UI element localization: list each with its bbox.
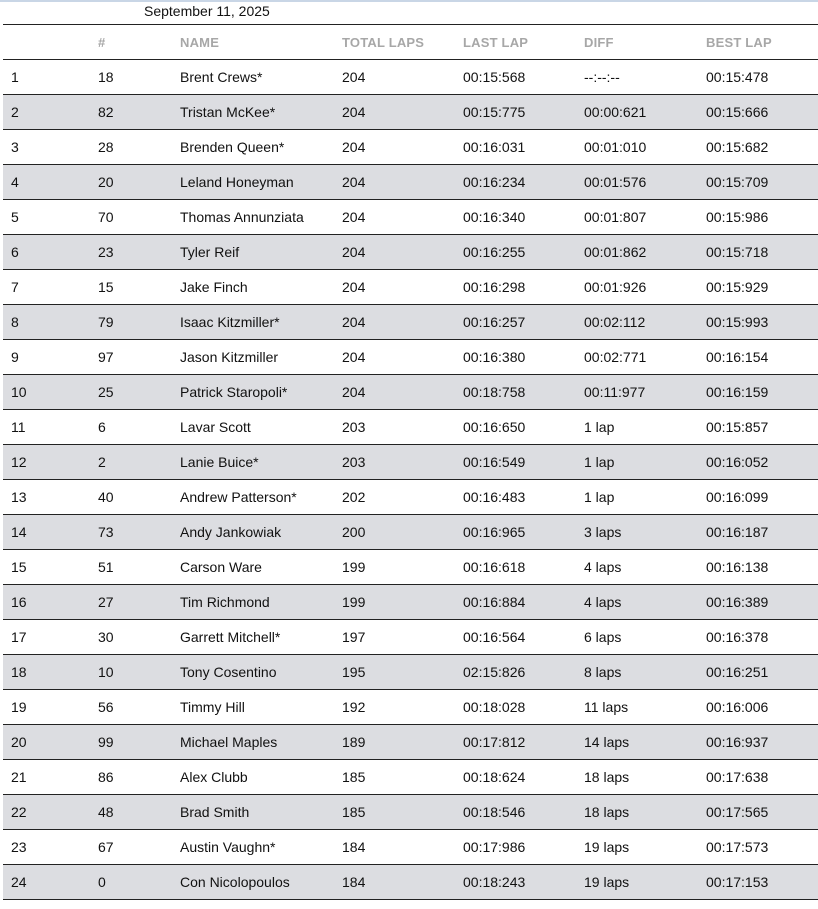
cell-last-lap: 00:15:775	[463, 95, 584, 130]
cell-diff: 1 lap	[584, 445, 706, 480]
col-header-position	[3, 25, 98, 60]
cell-total-laps: 185	[342, 795, 463, 830]
cell-car-number: 73	[98, 515, 180, 550]
cell-total-laps: 203	[342, 445, 463, 480]
cell-diff: 6 laps	[584, 620, 706, 655]
cell-position: 21	[3, 760, 98, 795]
cell-car-number: 20	[98, 165, 180, 200]
cell-last-lap: 00:17:812	[463, 725, 584, 760]
cell-last-lap: 00:15:568	[463, 60, 584, 95]
cell-diff: 00:02:112	[584, 305, 706, 340]
cell-total-laps: 204	[342, 130, 463, 165]
cell-driver-name: Brad Smith	[180, 795, 342, 830]
cell-total-laps: 185	[342, 760, 463, 795]
table-row	[3, 620, 818, 655]
cell-position: 12	[3, 445, 98, 480]
cell-diff: 1 lap	[584, 480, 706, 515]
table-row	[3, 480, 818, 515]
cell-diff: 11 laps	[584, 690, 706, 725]
cell-driver-name: Lanie Buice*	[180, 445, 342, 480]
cell-car-number: 99	[98, 725, 180, 760]
header-row	[3, 25, 818, 60]
cell-car-number: 2	[98, 445, 180, 480]
cell-last-lap: 00:16:031	[463, 130, 584, 165]
cell-total-laps: 184	[342, 830, 463, 865]
col-header-total-laps: TOTAL LAPS	[342, 25, 463, 60]
cell-car-number: 10	[98, 655, 180, 690]
cell-diff: 00:01:807	[584, 200, 706, 235]
cell-last-lap: 00:18:758	[463, 375, 584, 410]
cell-car-number: 67	[98, 830, 180, 865]
cell-position: 19	[3, 690, 98, 725]
results-table	[3, 24, 818, 900]
cell-best-lap: 00:15:709	[706, 165, 818, 200]
cell-total-laps: 203	[342, 410, 463, 445]
cell-position: 14	[3, 515, 98, 550]
cell-total-laps: 204	[342, 305, 463, 340]
cell-diff: 00:01:010	[584, 130, 706, 165]
cell-total-laps: 192	[342, 690, 463, 725]
table-row	[3, 200, 818, 235]
cell-car-number: 6	[98, 410, 180, 445]
cell-last-lap: 00:18:546	[463, 795, 584, 830]
cell-best-lap: 00:15:682	[706, 130, 818, 165]
cell-last-lap: 00:16:564	[463, 620, 584, 655]
table-row	[3, 585, 818, 620]
table-row	[3, 515, 818, 550]
cell-car-number: 28	[98, 130, 180, 165]
cell-driver-name: Brenden Queen*	[180, 130, 342, 165]
cell-diff: 00:00:621	[584, 95, 706, 130]
cell-total-laps: 204	[342, 95, 463, 130]
cell-position: 2	[3, 95, 98, 130]
cell-position: 17	[3, 620, 98, 655]
cell-total-laps: 204	[342, 235, 463, 270]
cell-position: 4	[3, 165, 98, 200]
cell-position: 23	[3, 830, 98, 865]
cell-diff: 18 laps	[584, 760, 706, 795]
cell-car-number: 15	[98, 270, 180, 305]
cell-position: 15	[3, 550, 98, 585]
cell-best-lap: 00:15:718	[706, 235, 818, 270]
table-row	[3, 760, 818, 795]
cell-last-lap: 00:16:298	[463, 270, 584, 305]
cell-diff: 8 laps	[584, 655, 706, 690]
cell-total-laps: 200	[342, 515, 463, 550]
cell-driver-name: Lavar Scott	[180, 410, 342, 445]
cell-car-number: 0	[98, 865, 180, 900]
cell-car-number: 27	[98, 585, 180, 620]
cell-best-lap: 00:16:138	[706, 550, 818, 585]
cell-diff: 1 lap	[584, 410, 706, 445]
cell-position: 16	[3, 585, 98, 620]
cell-best-lap: 00:17:573	[706, 830, 818, 865]
table-row	[3, 340, 818, 375]
cell-best-lap: 00:15:929	[706, 270, 818, 305]
cell-diff: --:--:--	[584, 60, 706, 95]
cell-driver-name: Con Nicolopoulos	[180, 865, 342, 900]
cell-car-number: 30	[98, 620, 180, 655]
cell-diff: 3 laps	[584, 515, 706, 550]
cell-driver-name: Carson Ware	[180, 550, 342, 585]
cell-total-laps: 204	[342, 200, 463, 235]
cell-last-lap: 00:16:380	[463, 340, 584, 375]
cell-diff: 00:11:977	[584, 375, 706, 410]
cell-last-lap: 00:16:234	[463, 165, 584, 200]
cell-diff: 00:02:771	[584, 340, 706, 375]
cell-position: 3	[3, 130, 98, 165]
cell-driver-name: Andy Jankowiak	[180, 515, 342, 550]
cell-position: 6	[3, 235, 98, 270]
cell-best-lap: 00:16:378	[706, 620, 818, 655]
table-row	[3, 60, 818, 95]
cell-total-laps: 184	[342, 865, 463, 900]
cell-position: 10	[3, 375, 98, 410]
cell-diff: 00:01:862	[584, 235, 706, 270]
table-row	[3, 95, 818, 130]
cell-driver-name: Jason Kitzmiller	[180, 340, 342, 375]
cell-car-number: 56	[98, 690, 180, 725]
cell-driver-name: Tim Richmond	[180, 585, 342, 620]
cell-car-number: 18	[98, 60, 180, 95]
cell-last-lap: 00:16:650	[463, 410, 584, 445]
col-header-diff: DIFF	[584, 25, 706, 60]
cell-best-lap: 00:16:052	[706, 445, 818, 480]
table-row	[3, 130, 818, 165]
cell-total-laps: 202	[342, 480, 463, 515]
cell-position: 22	[3, 795, 98, 830]
col-header-best-lap: BEST LAP	[706, 25, 818, 60]
cell-position: 24	[3, 865, 98, 900]
cell-total-laps: 189	[342, 725, 463, 760]
cell-driver-name: Garrett Mitchell*	[180, 620, 342, 655]
cell-last-lap: 00:18:243	[463, 865, 584, 900]
cell-position: 8	[3, 305, 98, 340]
cell-total-laps: 199	[342, 550, 463, 585]
cell-driver-name: Michael Maples	[180, 725, 342, 760]
cell-car-number: 23	[98, 235, 180, 270]
cell-best-lap: 00:17:153	[706, 865, 818, 900]
table-row	[3, 865, 818, 900]
cell-total-laps: 204	[342, 270, 463, 305]
cell-diff: 18 laps	[584, 795, 706, 830]
cell-last-lap: 02:15:826	[463, 655, 584, 690]
table-row	[3, 375, 818, 410]
cell-driver-name: Jake Finch	[180, 270, 342, 305]
cell-best-lap: 00:15:986	[706, 200, 818, 235]
cell-best-lap: 00:16:389	[706, 585, 818, 620]
cell-driver-name: Andrew Patterson*	[180, 480, 342, 515]
cell-car-number: 97	[98, 340, 180, 375]
cell-car-number: 86	[98, 760, 180, 795]
col-header-name: NAME	[180, 25, 342, 60]
table-row	[3, 655, 818, 690]
cell-driver-name: Brent Crews*	[180, 60, 342, 95]
table-row	[3, 690, 818, 725]
cell-car-number: 25	[98, 375, 180, 410]
cell-diff: 4 laps	[584, 550, 706, 585]
cell-driver-name: Leland Honeyman	[180, 165, 342, 200]
cell-best-lap: 00:16:187	[706, 515, 818, 550]
cell-driver-name: Tristan McKee*	[180, 95, 342, 130]
cell-total-laps: 204	[342, 165, 463, 200]
table-row	[3, 165, 818, 200]
cell-last-lap: 00:16:618	[463, 550, 584, 585]
cell-car-number: 51	[98, 550, 180, 585]
cell-driver-name: Alex Clubb	[180, 760, 342, 795]
cell-position: 13	[3, 480, 98, 515]
cell-best-lap: 00:16:006	[706, 690, 818, 725]
cell-car-number: 79	[98, 305, 180, 340]
cell-position: 5	[3, 200, 98, 235]
cell-driver-name: Timmy Hill	[180, 690, 342, 725]
cell-car-number: 48	[98, 795, 180, 830]
table-row	[3, 305, 818, 340]
cell-last-lap: 00:18:028	[463, 690, 584, 725]
cell-driver-name: Patrick Staropoli*	[180, 375, 342, 410]
cell-best-lap: 00:16:154	[706, 340, 818, 375]
cell-best-lap: 00:16:099	[706, 480, 818, 515]
col-header-last-lap: LAST LAP	[463, 25, 584, 60]
cell-diff: 14 laps	[584, 725, 706, 760]
cell-best-lap: 00:16:251	[706, 655, 818, 690]
cell-diff: 00:01:926	[584, 270, 706, 305]
cell-driver-name: Isaac Kitzmiller*	[180, 305, 342, 340]
cell-position: 1	[3, 60, 98, 95]
top-border	[0, 0, 818, 2]
cell-diff: 19 laps	[584, 865, 706, 900]
cell-last-lap: 00:16:549	[463, 445, 584, 480]
cell-driver-name: Austin Vaughn*	[180, 830, 342, 865]
cell-car-number: 70	[98, 200, 180, 235]
cell-total-laps: 197	[342, 620, 463, 655]
cell-total-laps: 195	[342, 655, 463, 690]
cell-best-lap: 00:16:159	[706, 375, 818, 410]
cell-total-laps: 204	[342, 340, 463, 375]
table-row	[3, 445, 818, 480]
table-row	[3, 235, 818, 270]
cell-last-lap: 00:17:986	[463, 830, 584, 865]
cell-last-lap: 00:16:884	[463, 585, 584, 620]
table-row	[3, 795, 818, 830]
table-row	[3, 830, 818, 865]
cell-last-lap: 00:16:340	[463, 200, 584, 235]
cell-best-lap: 00:16:937	[706, 725, 818, 760]
cell-last-lap: 00:16:255	[463, 235, 584, 270]
cell-total-laps: 204	[342, 375, 463, 410]
cell-position: 11	[3, 410, 98, 445]
cell-last-lap: 00:16:483	[463, 480, 584, 515]
table-row	[3, 410, 818, 445]
cell-position: 18	[3, 655, 98, 690]
cell-diff: 4 laps	[584, 585, 706, 620]
cell-diff: 19 laps	[584, 830, 706, 865]
cell-driver-name: Tony Cosentino	[180, 655, 342, 690]
cell-position: 9	[3, 340, 98, 375]
cell-last-lap: 00:16:257	[463, 305, 584, 340]
cell-diff: 00:01:576	[584, 165, 706, 200]
cell-best-lap: 00:15:857	[706, 410, 818, 445]
cell-total-laps: 199	[342, 585, 463, 620]
cell-driver-name: Thomas Annunziata	[180, 200, 342, 235]
cell-best-lap: 00:17:565	[706, 795, 818, 830]
cell-position: 7	[3, 270, 98, 305]
cell-last-lap: 00:18:624	[463, 760, 584, 795]
col-header-car-number: #	[98, 25, 180, 60]
cell-position: 20	[3, 725, 98, 760]
cell-best-lap: 00:15:666	[706, 95, 818, 130]
race-date: September 11, 2025	[144, 3, 270, 19]
results-body	[3, 60, 818, 900]
cell-last-lap: 00:16:965	[463, 515, 584, 550]
cell-best-lap: 00:17:638	[706, 760, 818, 795]
cell-best-lap: 00:15:478	[706, 60, 818, 95]
table-row	[3, 270, 818, 305]
cell-driver-name: Tyler Reif	[180, 235, 342, 270]
cell-car-number: 82	[98, 95, 180, 130]
cell-total-laps: 204	[342, 60, 463, 95]
table-row	[3, 550, 818, 585]
cell-car-number: 40	[98, 480, 180, 515]
cell-best-lap: 00:15:993	[706, 305, 818, 340]
table-row	[3, 725, 818, 760]
